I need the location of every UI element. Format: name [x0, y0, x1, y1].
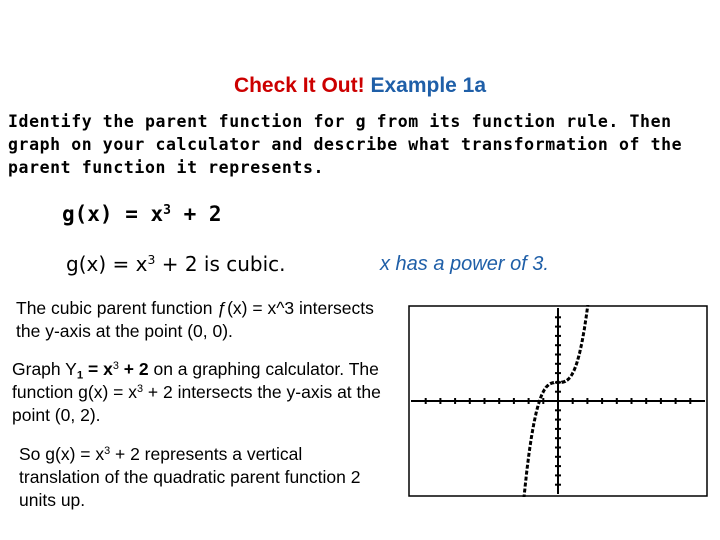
title-example: Example 1a: [370, 74, 487, 97]
calculator-graph: [408, 305, 708, 497]
intro-text: Identify the parent function for g from its function rule. Then graph on your calculator and describe what transformation of the parent function it represents.: [8, 112, 683, 177]
title-check-it-out: Check It Out!: [233, 74, 365, 97]
cubic-statement: $g(x) = x^3 + 2$ is cubic.: [66, 252, 286, 276]
slide-title: [0, 74, 720, 98]
power-note: x has a power of 3.: [380, 253, 549, 275]
parent-function-paragraph: The cubic parent function ƒ(x) = x^3 intersects the y-axis at the point (0, 0).: [16, 298, 374, 341]
function-rule: $g(x) = x^3 + 2$: [62, 202, 222, 226]
conclusion-paragraph: So $g(x) = x^3 + 2$ represents a vertical translation of the quadratic parent function 2 units up.: [19, 444, 361, 510]
graph-instruction-paragraph: Graph $Y_1 = x^3 + 2$ on a graphing calculator. The function $g(x) = x^3 + 2$ intersects the y-axis at the point (0, 2).: [12, 359, 381, 425]
